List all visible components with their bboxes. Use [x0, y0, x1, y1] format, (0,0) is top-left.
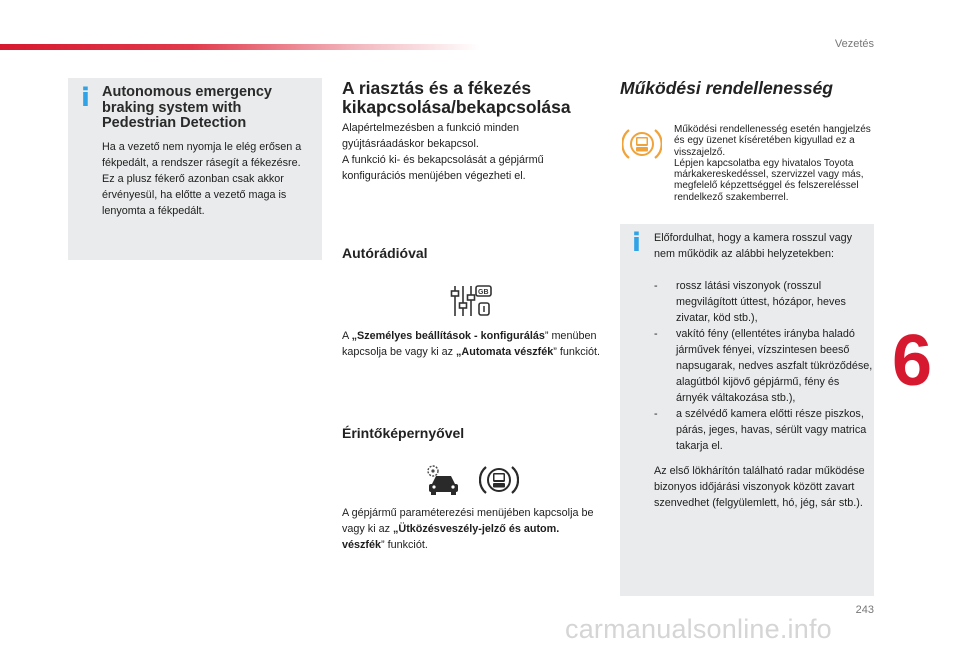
camera-info-intro: Előfordulhat, hogy a kamera rosszul vagy nem működik az alábbi helyzetekben: — [654, 232, 853, 260]
camera-conditions-list — [654, 278, 874, 454]
aeb-info-box — [68, 78, 322, 260]
aeb-body: Ha a vezető nem nyomja le elég erősen a fékpedált, a rendszer rásegít a fékezésre. Ez a plusz fékerő azonban csak akkor érvényesül, ha előtte a vezető maga is lenyomta a fékpedált. — [102, 141, 302, 217]
alert-section-title: A riasztás és a fékezés kikapcsolása/bekapcsolása — [342, 78, 571, 117]
info-icon: i — [81, 83, 90, 113]
settings-sliders-icon — [447, 283, 495, 319]
aeb-title: Autonomous emergency braking system with Pedestrian Detection — [102, 84, 272, 131]
watermark: carmanualsonline.info — [565, 614, 832, 644]
collision-warning-orange-icon — [622, 125, 662, 163]
radar-note: Az első lökhárítón található radar működése bizonyos időjárási viszonyok között zavart szenvedhet (felgyülemlett, hó, jég, sár stb.). — [654, 465, 865, 509]
collision-warning-icon — [479, 462, 519, 498]
chapter-number: 6 — [892, 321, 933, 401]
malfunction-title: Működési rendellenesség — [620, 78, 833, 98]
chapter-name: Vezetés — [834, 38, 874, 50]
alert-section-intro: Alapértelmezésben a funkció minden gyújtásráadáskor bekapcsol. A funkció ki- és bekapcsolását a gépjármű konfigurációs menüjében végezheti el. — [342, 122, 544, 182]
car-settings-icon — [423, 462, 463, 498]
radio-heading: Autórádióval — [342, 245, 428, 261]
page-number: 243 — [855, 604, 874, 616]
radio-instructions: A „Személyes beállítások - konfigurálás” menüben kapcsolja be vagy ki az „Automata vészfék” funkciót. — [342, 330, 601, 358]
header-accent-bar — [0, 44, 480, 50]
list-item: - vakító fény (ellentétes irányba haladó járművek fényei, vízszintesen beeső napsugarak, nedves aszfalt tükröződése, alagútból kijövő gépjármű, fény és árnyék váltakozása stb.), — [654, 326, 874, 406]
info-icon: i — [632, 228, 641, 258]
camera-info-box — [620, 224, 874, 596]
touchscreen-instructions: A gépjármű paraméterezési menüjében kapcsolja be vagy ki az „Ütközésveszély-jelző és autom. vészfék” funkciót. — [342, 507, 594, 551]
list-item: - rossz látási viszonyok (rosszul megvilágított úttest, hózápor, heves zivatar, köd stb.), — [654, 278, 874, 326]
malfunction-text: Működési rendellenesség esetén hangjelzés és egy üzenet kíséretében kigyullad ez a visszajelző. Lépjen kapcsolatba egy hivatalos Toyota márkakereskedéssel, szervizzel vagy más, megfelelő képzettséggel és felszereléssel rendelkező szakemberrel. — [674, 124, 871, 203]
touchscreen-heading: Érintőképernyővel — [342, 425, 465, 441]
list-item: - a szélvédő kamera előtti része piszkos, párás, jeges, havas, sérült vagy matrica takarja el. — [654, 406, 874, 454]
svg-text:GB: GB — [478, 289, 489, 296]
